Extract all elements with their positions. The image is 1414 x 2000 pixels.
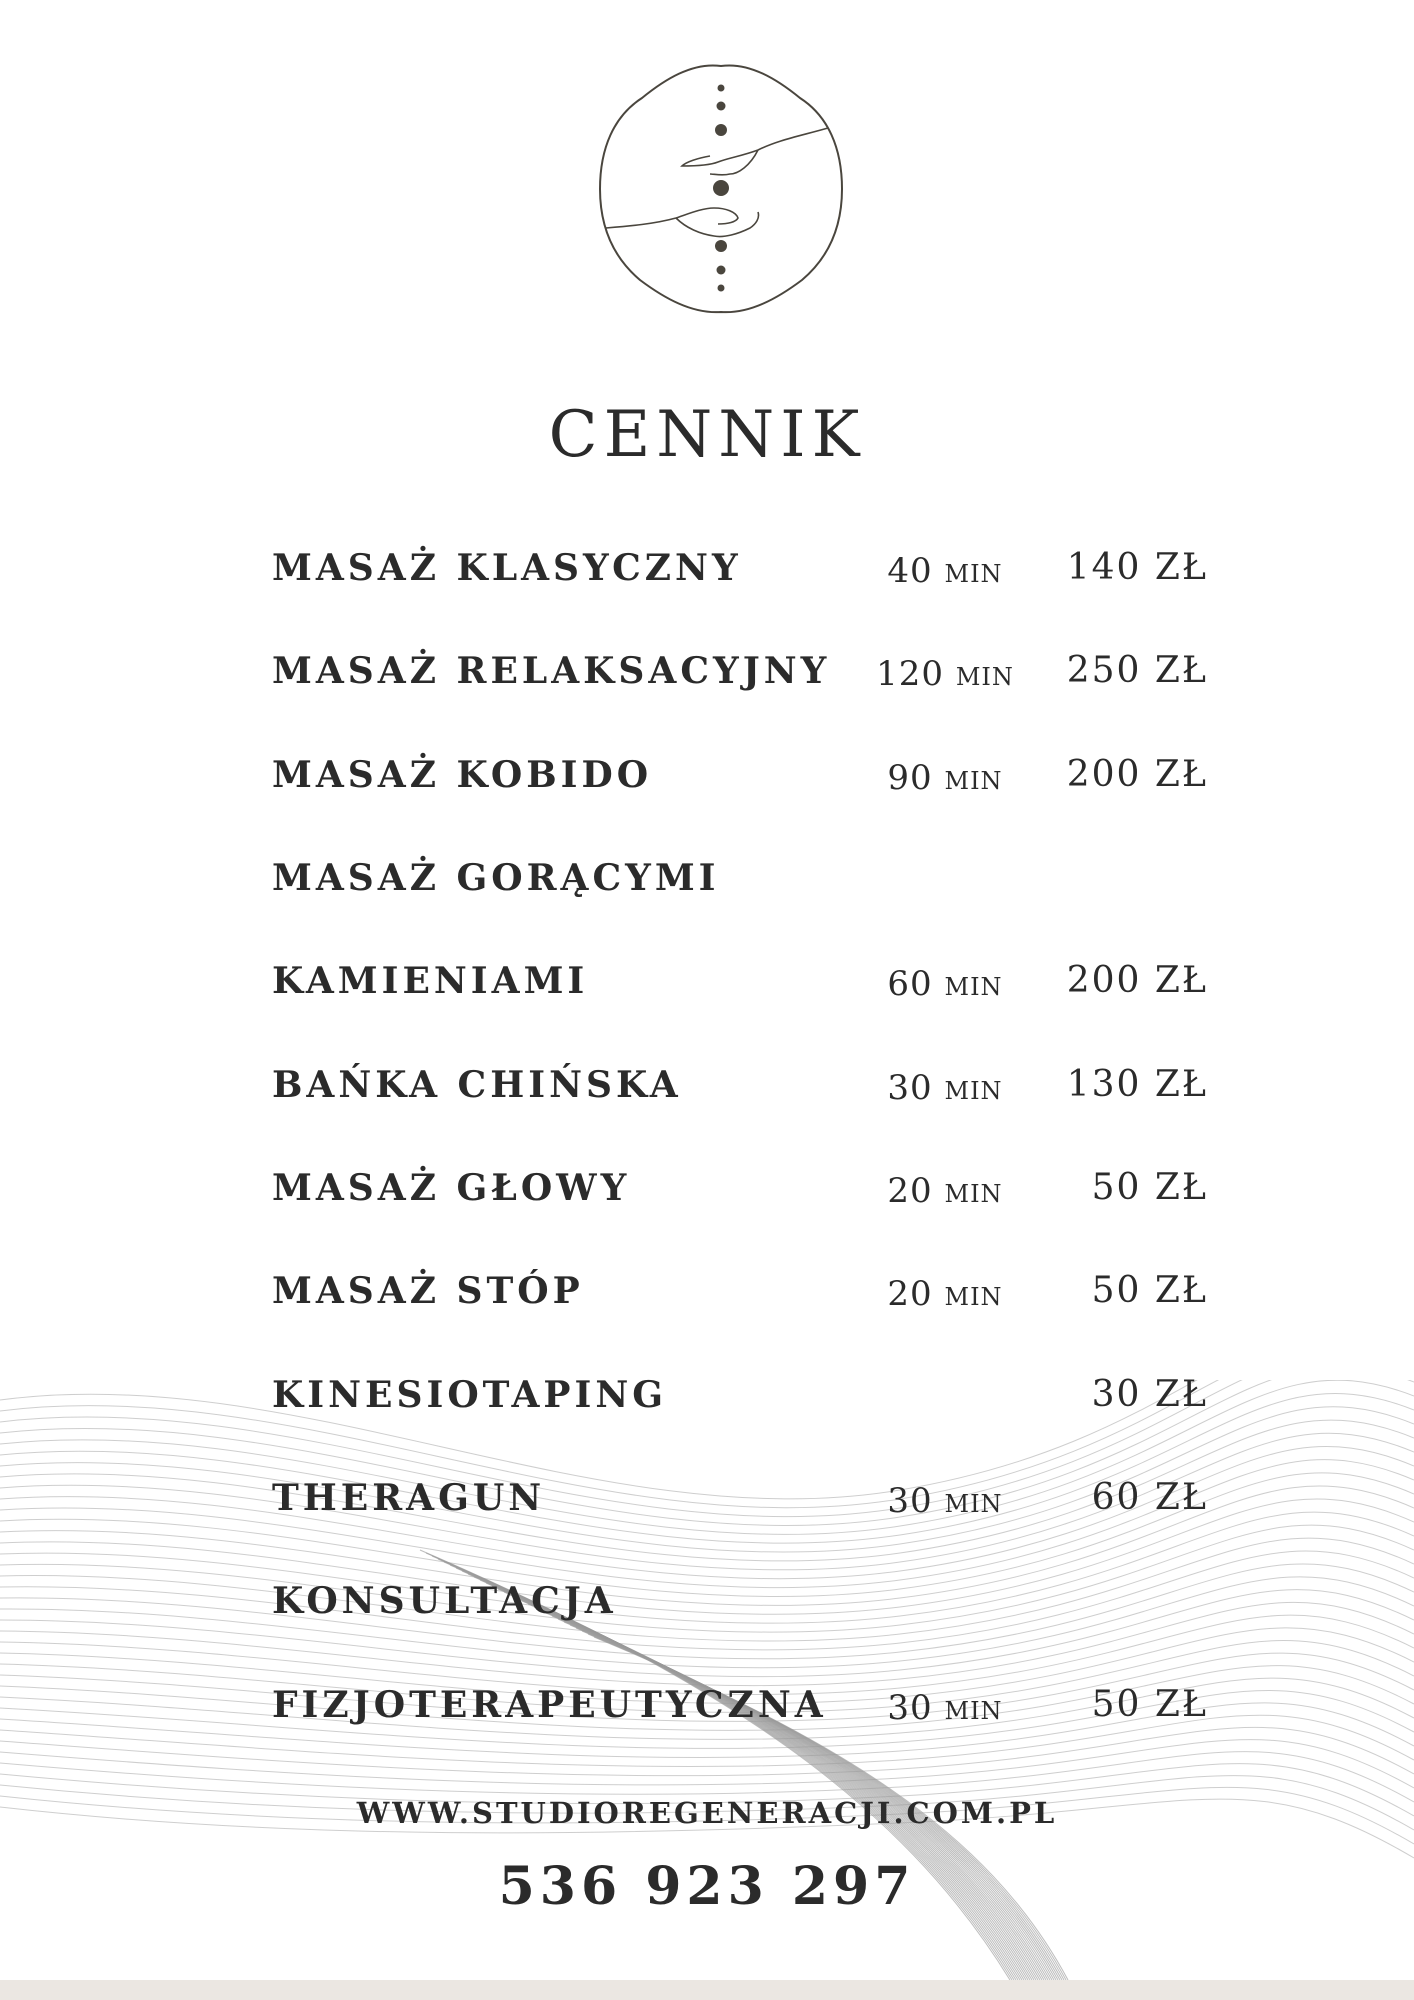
service-duration: 60 min bbox=[887, 964, 1003, 1004]
service-row bbox=[0, 1672, 1414, 1732]
service-row bbox=[0, 1258, 1414, 1318]
service-price: 50 ZŁ bbox=[1091, 1684, 1208, 1725]
service-duration: 30 min bbox=[887, 1688, 1003, 1728]
service-row bbox=[0, 845, 1414, 905]
service-price: 50 ZŁ bbox=[1091, 1167, 1208, 1208]
service-name: MASAŻ GORĄCYMI bbox=[272, 857, 720, 899]
service-duration: 20 min bbox=[887, 1171, 1003, 1211]
service-row bbox=[0, 638, 1414, 698]
service-name: MASAŻ GŁOWY bbox=[272, 1167, 631, 1209]
service-price: 200 ZŁ bbox=[1066, 754, 1208, 795]
service-name: BAŃKA CHIŃSKA bbox=[272, 1064, 682, 1106]
page-title: CENNIK bbox=[548, 398, 866, 472]
service-duration: 20 min bbox=[887, 1274, 1003, 1314]
service-price: 200 ZŁ bbox=[1066, 960, 1208, 1001]
service-row bbox=[0, 742, 1414, 802]
service-row bbox=[0, 1052, 1414, 1112]
service-price: 130 ZŁ bbox=[1066, 1064, 1208, 1105]
service-row bbox=[0, 1362, 1414, 1422]
service-duration: 120 min bbox=[876, 654, 1014, 694]
service-name: FIZJOTERAPEUTYCZNA bbox=[272, 1684, 827, 1726]
service-name: MASAŻ KLASYCZNY bbox=[272, 547, 742, 589]
service-row bbox=[0, 1155, 1414, 1215]
website-link[interactable]: WWW.STUDIOREGENERACJI.COM.PL bbox=[356, 1796, 1058, 1830]
bottom-strip bbox=[0, 1980, 1414, 2000]
service-name: KONSULTACJA bbox=[272, 1580, 617, 1622]
service-name: KINESIOTAPING bbox=[272, 1374, 667, 1416]
service-row bbox=[0, 535, 1414, 595]
service-price: 60 ZŁ bbox=[1091, 1477, 1208, 1518]
service-name: MASAŻ RELAKSACYJNY bbox=[272, 650, 831, 692]
service-name: MASAŻ KOBIDO bbox=[272, 754, 653, 796]
phone-number: 536 923 297 bbox=[498, 1856, 916, 1917]
service-duration: 30 min bbox=[887, 1481, 1003, 1521]
service-row bbox=[0, 1465, 1414, 1525]
service-price: 50 ZŁ bbox=[1091, 1270, 1208, 1311]
service-duration: 40 min bbox=[887, 551, 1003, 591]
service-row bbox=[0, 1568, 1414, 1628]
service-name: MASAŻ STÓP bbox=[272, 1270, 584, 1312]
service-name: KAMIENIAMI bbox=[272, 960, 589, 1002]
service-duration: 30 min bbox=[887, 1068, 1003, 1108]
service-price: 30 ZŁ bbox=[1091, 1374, 1208, 1415]
service-duration: 90 min bbox=[887, 758, 1003, 798]
service-row bbox=[0, 948, 1414, 1008]
service-name: THERAGUN bbox=[272, 1477, 546, 1519]
service-price: 250 ZŁ bbox=[1066, 650, 1208, 691]
service-price: 140 ZŁ bbox=[1066, 547, 1208, 588]
